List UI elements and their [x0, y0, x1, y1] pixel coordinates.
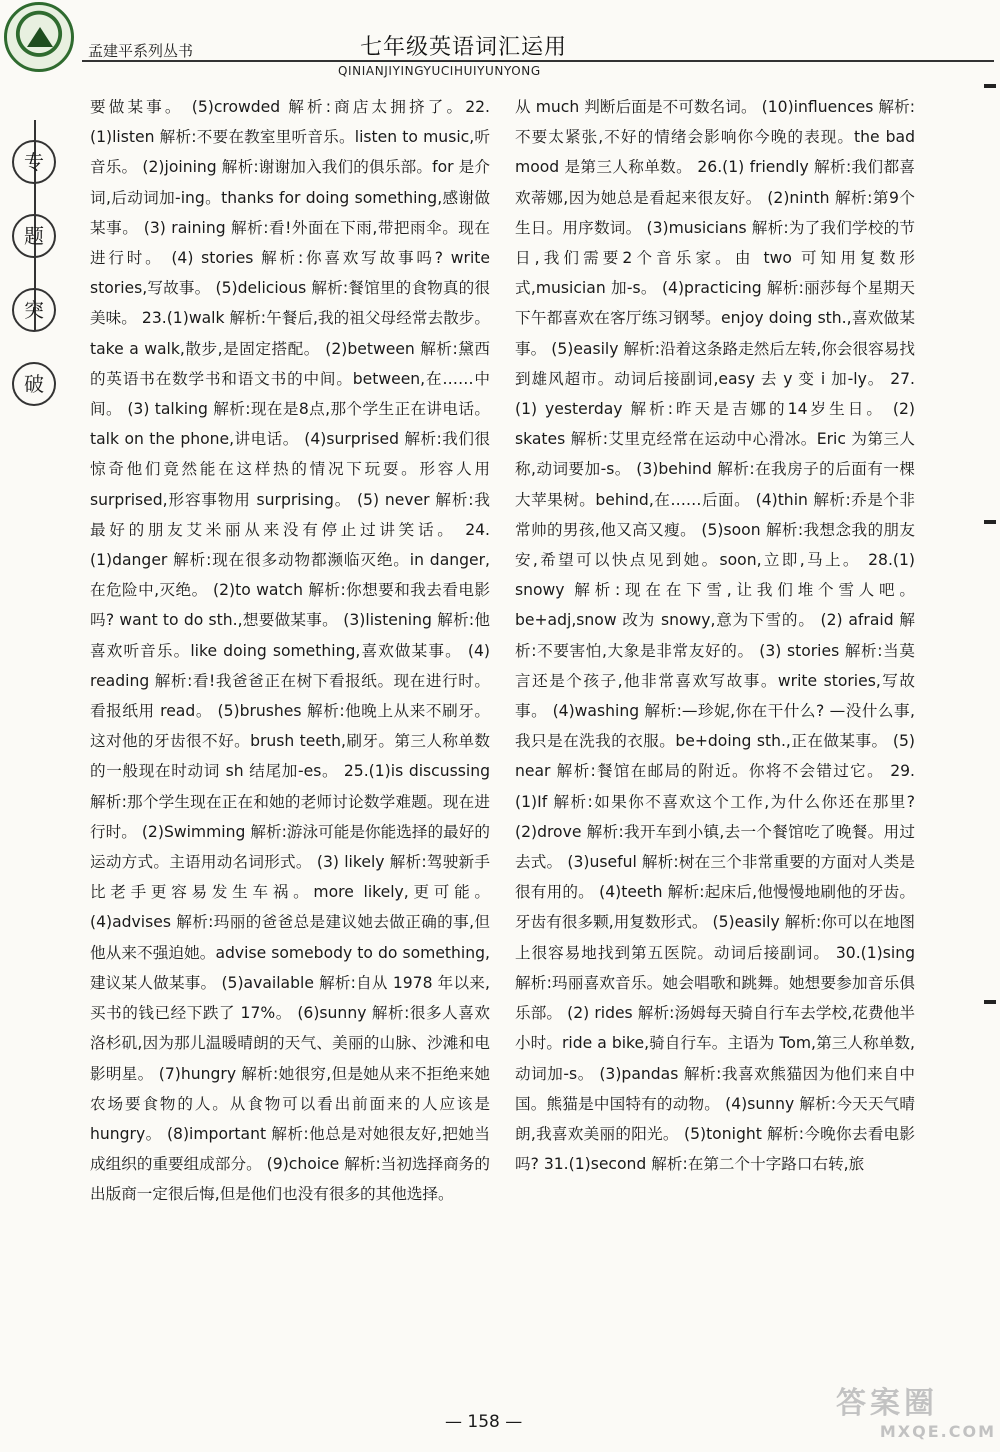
edge-mark — [984, 1000, 996, 1004]
right-column — [515, 92, 915, 1179]
page-number: — 158 — — [445, 1412, 523, 1432]
edge-mark — [984, 84, 996, 88]
left-column — [90, 92, 490, 1210]
side-tab-char: 突 — [12, 288, 56, 332]
watermark-line2: MXQE.COM — [879, 1422, 996, 1441]
side-tab-char: 专 — [12, 140, 56, 184]
watermark — [836, 1378, 996, 1448]
book-title: 七年级英语词汇运用 — [360, 35, 568, 60]
side-tab — [12, 140, 56, 406]
watermark-line1: 答案圈 — [836, 1386, 938, 1421]
side-tab-char: 破 — [12, 362, 56, 406]
header-rule — [82, 60, 994, 62]
side-tab-char: 题 — [12, 214, 56, 258]
edge-mark — [984, 520, 996, 524]
series-name: 孟建平系列丛书 — [88, 42, 194, 60]
right-column-text: 从 much 判断后面是不可数名词。 (10)influences 解析:不要太紧张,不好的情绪会影响你今晚的表现。the bad mood 是第三人称单数。 26.(1) friendly 解析:我们都喜欢蒂娜,因为她总是看起来很友好。 (2)ninth 解析:第9个生日。用序数词。 (3)musicians 解析:为了我们学校的节日,我们需要2个音乐家。由 two 可知用复数形式,musician 加-s。 (4)practicing 解析:丽莎每个星期天下午都喜欢在客厅练习钢琴。enjoy doing sth.,喜欢做某事。 (5)easily 解析:沿着这条路走然后左转,你会很容易找到雄风超市。动词后接副词,easy 去 y 变 i 加-ly。 27.(1) yesterday 解析:昨天是吉娜的14岁生日。 (2) skates 解析:艾里克经常在运动中心滑冰。Eric 为第三人称,动词要加-s。 (3)behind 解析:在我房子的后面有一棵大苹果树。behind,在……后面。 (4)thin 解析:乔是个非常帅的男孩,他又高又瘦。 (5)soon 解析:我想念我的朋友安,希望可以快点见到她。soon,立即,马上。 28.(1) snowy 解析:现在在下雪,让我们堆个雪人吧。be+adj,snow 改为 snowy,意为下雪的。 (2) afraid 解析:不要害怕,大象是非常友好的。 (3) stories 解析:当莫言还是个孩子,他非常喜欢写故事。write stories,写故事。 (4)washing 解析:—珍妮,你在干什么? —没什么事,我只是在洗我的衣服。be+doing sth.,正在做某事。 (5) near 解析:餐馆在邮局的附近。你将不会错过它。 29.(1)If 解析:如果你不喜欢这个工作,为什么你还在那里? (2)drove 解析:我开车到小镇,去一个餐馆吃了晚餐。用过去式。 (3)useful 解析:树在三个非常重要的方面对人类是很有用的。 (4)teeth 解析:起床后,他慢慢地刷他的牙齿。牙齿有很多颗,用复数形式。 (5)easily 解析:你可以在地图上很容易地找到第五医院。动词后接副词。 30.(1)sing 解析:玛丽喜欢音乐。她会唱歌和跳舞。她想要参加音乐俱乐部。 (2) rides 解析:汤姆每天骑自行车去学校,花费他半小时。ride a bike,骑自行车。主语为 Tom,第三人称单数,动词加-s。 (3)pandas 解析:我喜欢熊猫因为他们来自中国。熊猫是中国特有的动物。 (4)sunny 解析:今天天气晴朗,我喜欢美丽的阳光。 (5)tonight 解析:今晚你去看电影吗? 31.(1)second 解析:在第二个十字路口右转,旅 — [515, 98, 915, 1174]
left-column-text: 要做某事。 (5)crowded 解析:商店太拥挤了。22.(1)listen 解析:不要在教室里听音乐。listen to music,听音乐。 (2)joining 解析:谢谢加入我们的俱乐部。for 是介词,后动词加-ing。thanks for doing something,感谢做某事。 (3) raining 解析:看!外面在下雨,带把雨伞。现在进行时。 (4) stories 解析:你喜欢写故事吗? write stories,写故事。 (5)delicious 解析:餐馆里的食物真的很美味。 23.(1)walk 解析:午餐后,我的祖父母经常去散步。take a walk,散步,是固定搭配。 (2)between 解析:黛西的英语书在数学书和语文书的中间。between,在……中间。 (3) talking 解析:现在是8点,那个学生正在讲电话。talk on the phone,讲电话。 (4)surprised 解析:我们很惊奇他们竟然能在这样热的情况下玩耍。形容人用 surprised,形容事物用 surprising。 (5) never 解析:我最好的朋友艾米丽从来没有停止过讲笑话。 24.(1)danger 解析:现在很多动物都濒临灭绝。in danger,在危险中,灭绝。 (2)to watch 解析:你想要和我去看电影吗? want to do sth.,想要做某事。 (3)listening 解析:他喜欢听音乐。like doing something,喜欢做某事。 (4) reading 解析:看!我爸爸正在树下看报纸。现在进行时。看报纸用 read。 (5)brushes 解析:他晚上从来不刷牙。这对他的牙齿很不好。brush teeth,刷牙。第三人称单数的一般现在时动词 sh 结尾加-es。 25.(1)is discussing 解析:那个学生现在正在和她的老师讨论数学难题。现在进行时。 (2)Swimming 解析:游泳可能是你能选择的最好的运动方式。主语用动名词形式。 (3) likely 解析:驾驶新手比老手更容易发生车祸。more likely,更可能。 (4)advises 解析:玛丽的爸爸总是建议她去做正确的事,但他从来不强迫她。advise somebody to do something,建议某人做某事。 (5)available 解析:自从 1978 年以来,买书的钱已经下跌了 17%。 (6)sunny 解析:很多人喜欢洛杉矶,因为那儿温暖晴朗的天气、美丽的山脉、沙滩和电影明星。 (7)hungry 解析:她很穷,但是她从来不拒绝来她农场要食物的人。从食物可以看出前面来的人应该是 hungry。 (8)important 解析:他总是对她很友好,把她当成组织的重要组成部分。 (9)choice 解析:当初选择商务的出版商一定很后悔,但是他们也没有很多的其他选择。 — [90, 98, 490, 1204]
publisher-logo-icon — [4, 2, 74, 72]
book-title-pinyin: QINIANJIYINGYUCIHUIYUNYONG — [338, 64, 541, 78]
page-header — [0, 0, 1000, 90]
